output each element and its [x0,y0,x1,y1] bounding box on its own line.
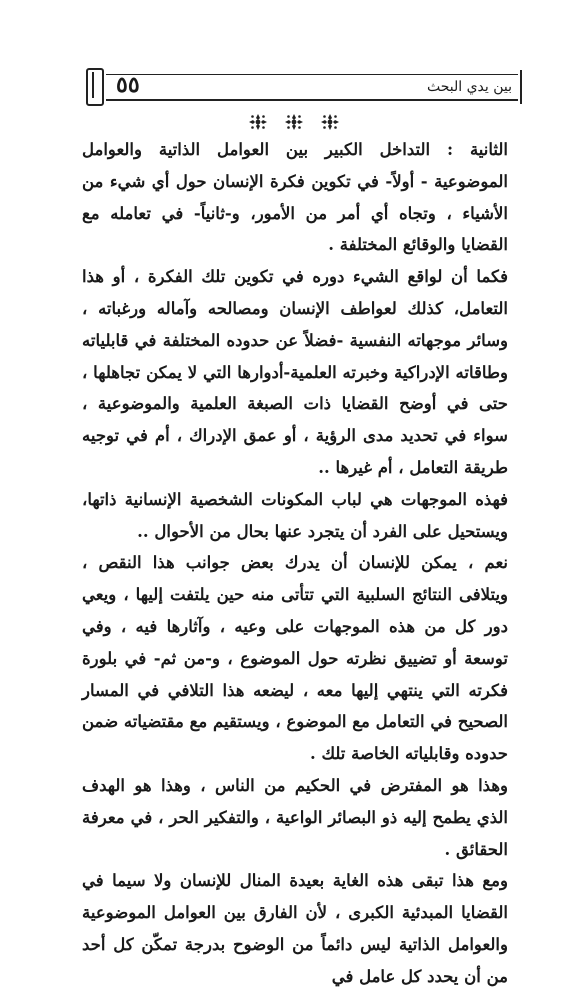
paragraph: ومع هذا تبقى هذه الغاية بعيدة المنال للإنسان ولا سيما في القضايا المبدئية الكبرى ، لأن الفارق بين العوامل الموضوعية والعوامل الذاتية ليس دائماً من الوضوح بدرجة تمكّن كل أحد من أن يحدد كل عامل في [82,871,508,986]
header-rule-top [106,74,518,75]
floral-ornament-icon [320,113,340,131]
paragraph: نعم ، يمكن للإنسان أن يدرك بعض جوانب هذا النقص ، ويتلافى النتائج السلبية التي تتأتى منه حين يلتفت إليها ، ويعي دور كل من هذه الموجهات على وعيه ، وآثارها فيه ، وفي توسعة أو تضييق نظرته حول الموضوع ، و-من ثم- في بلورة فكرته التي ينتهي إليها معه ، ليضعه هذا التلافي في المسار الصحيح في التعامل مع الموضوع ، ويستقيم مع مقتضياته ضمن حدوده وقابلياته الخاصة تلك . [82,553,508,764]
section-ornament [248,113,340,131]
paragraph: وهذا هو المفترض في الحكيم من الناس ، وهذا هو الهدف الذي يطمح إليه ذو البصائر الواعية ، والتفكير الحر ، في معرفة الحقائق . [82,775,508,859]
floral-ornament-icon [284,113,304,131]
paragraph: الثانية : التداخل الكبير بين العوامل الذاتية والعوامل الموضوعية - أولاً- في تكوين فكرة الإنسان حول أي شيء من الأشياء ، وتجاه أي أمر من الأمور، و-ثانياً- في تعامله مع القضايا والوقائع المختلفة . [82,140,508,255]
header-end-cap [515,70,522,104]
page-number: ٥٥ [116,72,140,98]
floral-ornament-icon [248,113,268,131]
paragraph: فكما أن لواقع الشيء دوره في تكوين تلك الفكرة ، أو هذا التعامل، كذلك لعواطف الإنسان ومصالحه وآماله ورغباته ، وسائر موجهاته النفسية -فضلاً عن حدوده المختلفة في قابلياته وطاقاته الإدراكية وخبرته العلمية-أدوارها التي لا يمكن تجاهلها ، حتى في أوضح القضايا ذات الصبغة العلمية والموضوعية ، سواء في تحديد مدى الرؤية ، أو عمق الإدراك ، أم في توجيه طريقة التعامل ، أم غيرها .. [82,267,508,477]
body-text [82,134,508,993]
header-bracket [86,68,104,106]
paragraph: فهذه الموجهات هي لباب المكونات الشخصية الإنسانية ذاتها، ويستحيل على الفرد أن يتجرد عنها بحال من الأحوال .. [82,489,508,541]
header-rule-bottom [106,99,518,101]
page-header [86,66,522,106]
header-bracket-inner [92,72,98,98]
running-title: بين يدي البحث [426,79,512,95]
